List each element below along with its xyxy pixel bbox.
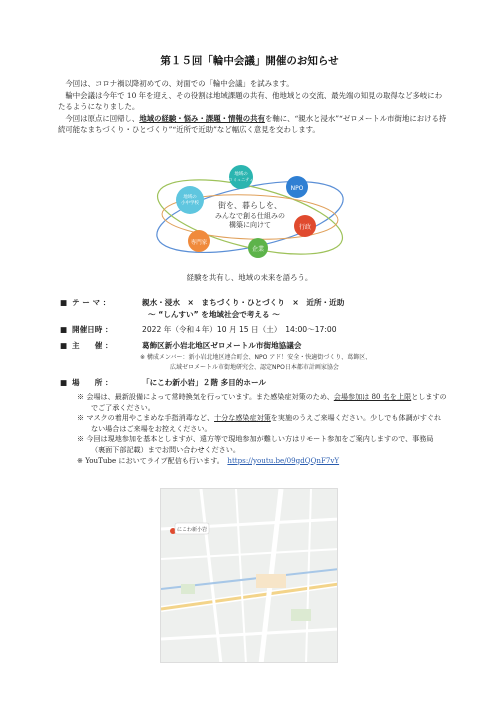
theme-label: テ ー マ ： — [72, 298, 111, 307]
svg-text:コミュニティ: コミュニティ — [228, 177, 254, 182]
svg-text:地域の: 地域の — [183, 195, 197, 200]
map-pin-label: にこわ新小岩 — [176, 527, 208, 533]
svg-text:行政: 行政 — [298, 224, 312, 231]
venue-map[interactable] — [160, 488, 338, 663]
intro-highlight: 地域の経験・悩み・課題・情報の共有 — [139, 113, 265, 123]
node-company — [248, 238, 268, 258]
datetime-row — [60, 324, 337, 335]
note-item — [77, 413, 447, 434]
node-npo — [286, 176, 308, 198]
venue-label: 場 所 ： — [72, 378, 113, 387]
note-item — [77, 456, 447, 467]
intro-p3-start: 今回は原点に回帰し、 — [65, 113, 140, 123]
note-mark: ※ — [77, 413, 85, 423]
svg-text:小中学校: 小中学校 — [181, 201, 199, 206]
node-government — [294, 215, 316, 237]
theme-subtitle-row — [148, 309, 280, 320]
theme-line-2: ～ “しんすい” を地域社会で考える ～ — [148, 310, 280, 319]
node-community — [229, 165, 254, 189]
note-text: マスクの着用やこまめな手指消毒など、 — [86, 413, 215, 423]
datetime-value: 2022 年（令和４年）10 月 15 日（土） 14:00～17:00 — [142, 325, 337, 334]
note-text: 今回は現地参加を基本としますが、遠方等で現地参加が難しい方はリモート参加をご案内しますので、事務局（裏面下部記載）までお問い合わせください。 — [86, 434, 434, 454]
page-title: 第１５回「輪中会議」開催のお知らせ — [160, 55, 339, 67]
note-item — [77, 434, 447, 455]
center-text: みんなで創る仕組みの — [215, 212, 285, 220]
center-text: 構築に向けて — [229, 221, 271, 229]
square-bullet-icon: ■ — [60, 378, 68, 387]
notes-list — [77, 392, 447, 466]
note-mark: ※ — [77, 455, 83, 465]
svg-text:NPO: NPO — [290, 185, 304, 192]
note-item — [77, 392, 447, 413]
note-mark: ※ — [77, 392, 85, 401]
svg-text:専門家: 専門家 — [190, 240, 208, 246]
note-underline: 十分な感染症対策 — [214, 413, 271, 423]
theme-line-1: 親水・浸水 × まちづくり・ひとづくり × 近所・近助 — [142, 298, 345, 307]
intro-paragraph-3 — [58, 113, 448, 136]
square-bullet-icon: ■ — [60, 325, 68, 334]
youtube-link[interactable]: https://youtu.be/09gdQQnF7vY — [227, 455, 340, 465]
node-expert — [188, 230, 210, 252]
note-text: YouTube においてライブ配信も行います。 — [85, 455, 221, 465]
note-mark: ※ — [77, 434, 85, 444]
intro-p3-end: を軸に、“親水と浸水”“ゼロメートル市街地における持続可能なまちづくり・ひとづくり”“近所で近助”など幅広く意見を交わします。 — [58, 113, 447, 135]
note-text: を実施のうえご来場ください。少しでも体調がすぐれない場合はご来場をお控えください。 — [91, 413, 442, 433]
svg-text:地域の: 地域の — [234, 172, 248, 177]
svg-text:企業: 企業 — [251, 246, 265, 253]
datetime-label: 開催日時 ： — [72, 325, 113, 334]
stakeholder-diagram — [145, 160, 355, 270]
host-note-2: 広域ゼロメートル市街地研究会、認定NPO日本都市計画家協会 — [170, 364, 339, 371]
host-row — [60, 340, 301, 351]
host-note-1: ※ 構成メンバー：新小岩北地区連合町会、NPO アド！安全・快適街づくり、葛飾区、 — [140, 354, 372, 361]
square-bullet-icon: ■ — [60, 341, 68, 350]
node-school — [176, 186, 204, 214]
theme-row — [60, 297, 344, 308]
intro-text — [58, 78, 448, 136]
venue-row — [60, 377, 266, 388]
intro-paragraph-1: 今回は、コロナ禍以降初めての、対面での「輪中会議」を試みます。 — [65, 79, 294, 88]
note-text: としますのでご了承ください。 — [91, 392, 447, 412]
map-graphic — [161, 489, 338, 663]
host-label: 主 催 ： — [72, 341, 113, 350]
note-text: 会場は、最新設備によって常時換気を行っています。また感染症対策のため、 — [86, 392, 334, 401]
intro-paragraph-2: 輪中会議は今年で 10 年を迎え、その役割は地域課題の共有、他地域との交流、最先端の知見の取得など多岐にわたるようになりました。 — [58, 90, 443, 112]
center-text: 街を、暮らしを、 — [218, 201, 282, 210]
diagram-caption: 経験を共有し、地域の未来を語ろう。 — [186, 273, 313, 282]
venue-value: 「にこわ新小岩」２階 多目的ホール — [142, 378, 266, 387]
host-value: 葛飾区新小岩北地区ゼロメートル市街地協議会 — [142, 341, 302, 350]
square-bullet-icon: ■ — [60, 298, 68, 307]
note-underline: 会場参加は 80 名を上限 — [333, 392, 412, 401]
